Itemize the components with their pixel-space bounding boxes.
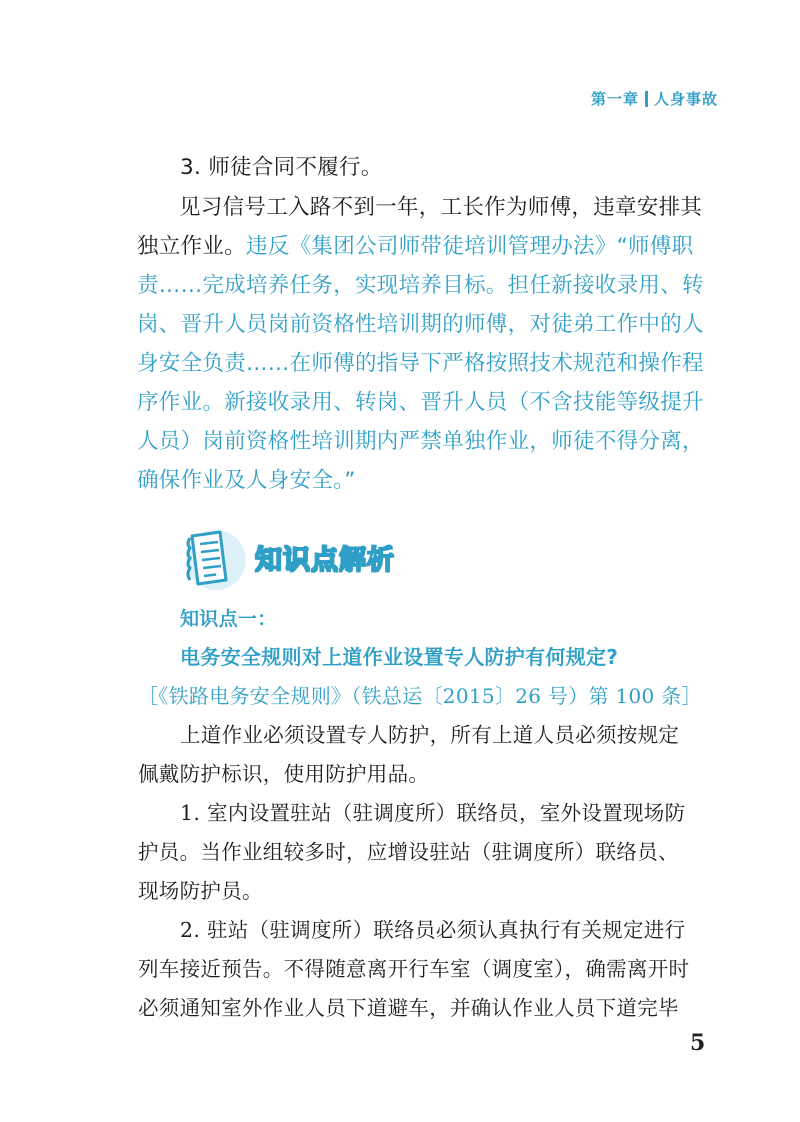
case-line-3: 责……完成培养任务，实现培养目标。担任新接收录用、转 <box>137 273 704 298</box>
para-2-line-3: 现场防护员。 <box>138 879 263 903</box>
header-separator <box>645 91 648 107</box>
knowledge-point-label: 知识点一： <box>180 608 277 630</box>
case-line-7: 人员）岗前资格性培训期内严禁单独作业，师徒不得分离， <box>137 429 704 454</box>
case-line-2-blue: 违反《集团公司师带徒培训管理办法》“师傅职 <box>246 234 694 259</box>
case-line-8: 确保作业及人身安全。” <box>137 468 356 493</box>
para-3-line-2: 列车接近预告。不得随意离开行车室（调度室），确需离开时 <box>138 957 690 981</box>
para-2-line-1: 1. 室内设置驻站（驻调度所）联络员，室外设置现场防 <box>180 801 686 825</box>
document-list-icon <box>180 522 252 594</box>
case-line-6: 序作业。新接收录用、转岗、晋升人员（不含技能等级提升 <box>137 390 704 415</box>
case-line-2-black: 独立作业。 <box>137 234 247 259</box>
case-line-1: 见习信号工入路不到一年，工长作为师傅，违章安排其 <box>179 195 703 220</box>
knowledge-question: 电务安全规则对上道作业设置专人防护有何规定? <box>180 645 619 669</box>
para-1-line-1: 上道作业必须设置专人防护，所有上道人员必须按规定 <box>180 723 680 747</box>
section-label: 人身事故 <box>653 90 718 108</box>
para-2-line-2: 护员。当作业组较多时，应增设驻站（驻调度所）联络员、 <box>138 840 679 864</box>
section-title: 知识点解析 <box>255 545 395 576</box>
para-3-line-3: 必须通知室外作业人员下道避车，并确认作业人员下道完毕 <box>138 996 679 1020</box>
case-line-2 <box>137 229 693 260</box>
regulation-reference: ［《铁路电务安全规则》（铁总运〔2015〕26 号）第 100 条］ <box>138 684 702 708</box>
case-line-4: 岗、晋升人员岗前资格性培训期的师傅，对徒弟工作中的人 <box>137 312 704 337</box>
para-3-line-1: 2. 驻站（驻调度所）联络员必须认真执行有关规定进行 <box>180 918 686 942</box>
running-header <box>0 88 718 109</box>
page-number: 5 <box>690 1030 706 1056</box>
chapter-label: 第一章 <box>590 90 639 108</box>
case-heading: 3. 师徒合同不履行。 <box>180 155 383 180</box>
para-1-line-2: 佩戴防护标识，使用防护用品。 <box>138 762 430 786</box>
case-line-5: 身安全负责……在师傅的指导下严格按照技术规范和操作程 <box>137 351 704 376</box>
